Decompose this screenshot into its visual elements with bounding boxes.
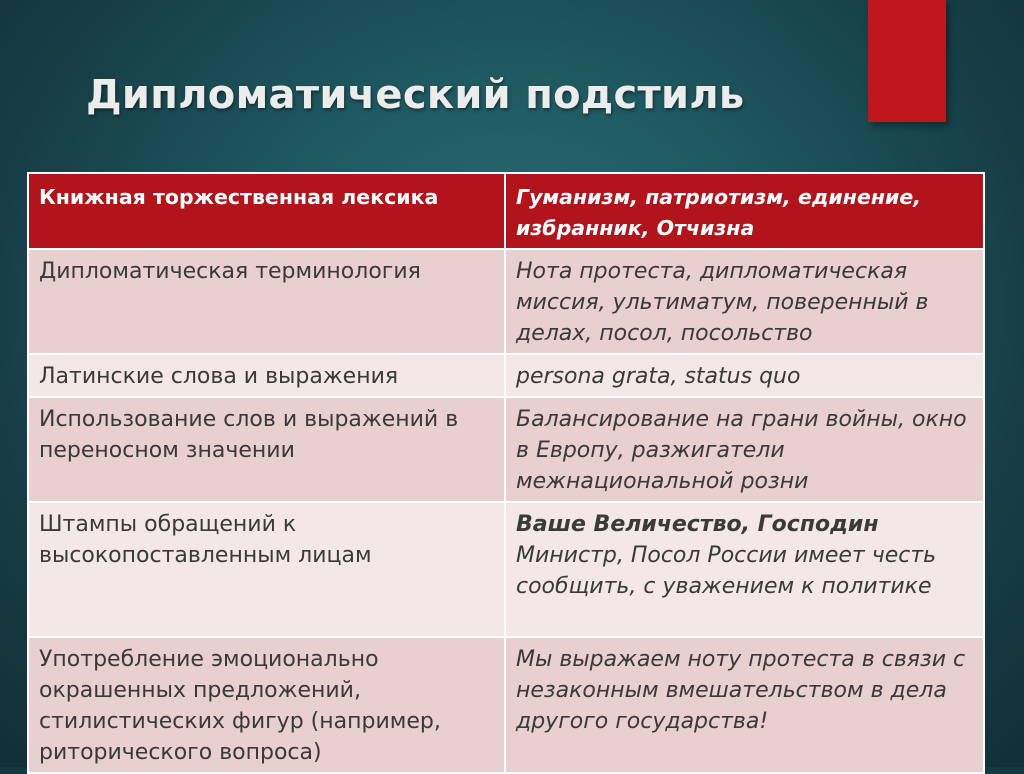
accent-bar xyxy=(868,0,946,122)
example-rest-text: Министр, Посол России имеет честь сообщить, с уважением к политике xyxy=(516,543,937,599)
slide-title: Дипломатический подстиль xyxy=(86,72,745,118)
header-term-cell: Книжная торжественная лексика xyxy=(28,173,505,249)
example-cell xyxy=(505,502,984,637)
example-cell: Нота протеста, дипломатическая миссия, ультиматум, поверенный в делах, посол, посольство xyxy=(505,249,984,354)
table-row xyxy=(28,502,984,637)
lexicon-table xyxy=(27,172,985,774)
term-cell: Дипломатическая терминология xyxy=(28,249,505,354)
term-cell: Латинские слова и выражения xyxy=(28,354,505,397)
table-row xyxy=(28,397,984,502)
table-row xyxy=(28,354,984,397)
example-bold-text: Ваше Величество, Господин xyxy=(516,512,879,537)
table-row xyxy=(28,249,984,354)
term-cell: Употребление эмоционально окрашенных предложений, стилистических фигур (например, риторического вопроса) xyxy=(28,637,505,773)
example-cell: Балансирование на грани войны, окно в Европу, разжигатели межнациональной розни xyxy=(505,397,984,502)
table-header-row xyxy=(28,173,984,249)
example-cell: Мы выражаем ноту протеста в связи с незаконным вмешательством в дела другого государства! xyxy=(505,637,984,773)
header-example-cell: Гуманизм, патриотизм, единение, избранник, Отчизна xyxy=(505,173,984,249)
example-cell: persona grata, status quo xyxy=(505,354,984,397)
term-cell: Штампы обращений к высокопоставленным лицам xyxy=(28,502,505,637)
table-row xyxy=(28,637,984,773)
term-cell: Использование слов и выражений в переносном значении xyxy=(28,397,505,502)
